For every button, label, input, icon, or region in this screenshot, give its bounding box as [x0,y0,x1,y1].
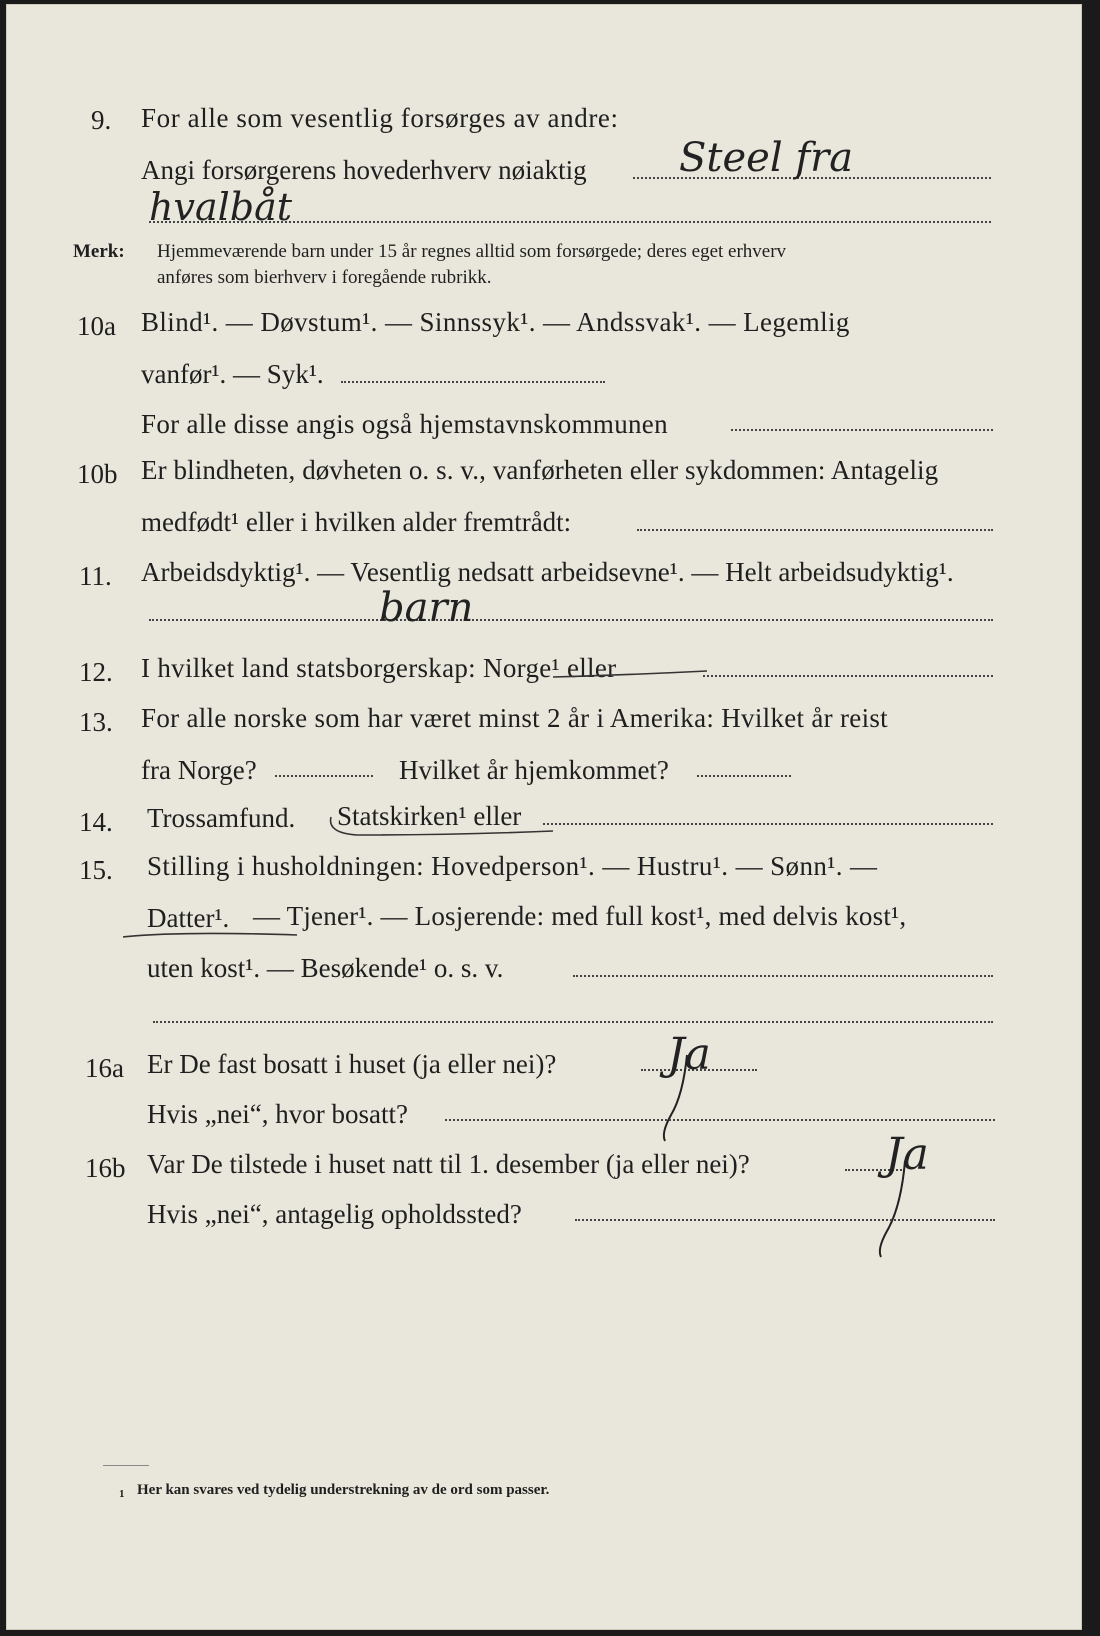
q15-line1: Stilling i husholdningen: Hovedperson¹. — Hustru¹. — Sønn¹. — [147,851,878,881]
merk-label: Merk: [73,241,125,262]
q9-number: 9. [91,105,112,135]
q16b-handwritten-answer: Ja [885,1129,929,1180]
q14-answer-line [543,823,993,825]
q10b-line1: Er blindheten, døvheten o. s. v., vanførheten eller sykdommen: Antagelig [141,455,939,485]
q16a-bosatt-line [445,1119,995,1121]
q16a-line1: Er De fast bosatt i huset (ja eller nei)? [147,1049,557,1079]
q14-option: Statskirken¹ eller [337,801,522,831]
q14-label: Trossamfund. [147,803,296,833]
q10a-line3: For alle disse angis også hjemstavnskommunen [141,409,668,439]
q16b-number: 16b [85,1153,126,1183]
q10a-line1: Blind¹. — Døvstum¹. — Sinnssyk¹. — Andssvak¹. — Legemlig [141,307,850,337]
q9-handwritten-answer1: Steel fra [679,135,854,181]
q13-hjemkommet-line [697,775,791,777]
q11-answer-line [149,619,993,621]
q13-line2a: fra Norge? [141,755,257,785]
merk-line1: Hjemmeværende barn under 15 år regnes alltid som forsørgede; deres eget erhverv [157,241,787,262]
q13-reist-line [275,775,373,777]
footnote-rule [103,1465,149,1466]
footnote-text: Her kan svares ved tydelig understrekning av de ord som passer. [137,1482,550,1498]
q16a-number: 16a [85,1053,124,1083]
q10a-answer-line [341,381,605,383]
q14-statskirken-underline [317,805,567,845]
q9-line2: Angi forsørgerens hovederhverv nøiaktig [141,155,587,185]
q10a-line2: vanfør¹. — Syk¹. [141,359,324,389]
merk-line2: anføres som bierhverv i foregående rubrikk. [157,267,492,288]
q16b-opholdssted-line [575,1219,995,1221]
q13-line1: For alle norske som har været minst 2 år i Amerika: Hvilket år reist [141,703,888,733]
q15-number: 15. [79,855,113,885]
footnote-mark: 1 [119,1488,125,1500]
q12-answer-line [703,675,993,677]
census-form-page [6,4,1082,1630]
q10a-hjemstavn-line [731,429,993,431]
q16a-handwritten-answer: Ja [667,1029,711,1080]
q13-number: 13. [79,707,113,737]
q16a-answer-descender [647,1045,707,1145]
q9-line1: For alle som vesentlig forsørges av andre: [141,103,619,133]
q14-number: 14. [79,807,113,837]
q15-line2a: Datter¹. [147,903,230,933]
q10b-answer-line [637,529,993,531]
q11-number: 11. [79,561,112,591]
q15-datter-underline [117,915,317,955]
q16b-answer-descender [865,1151,925,1261]
q12-number: 12. [79,657,113,687]
q13-line2b: Hvilket år hjemkommet? [399,755,669,785]
q16b-line1: Var De tilstede i huset natt til 1. desember (ja eller nei)? [147,1149,750,1179]
q10a-number: 10a [77,311,116,341]
q16a-line2: Hvis „nei“, hvor bosatt? [147,1099,408,1129]
q15-line3: uten kost¹. — Besøkende¹ o. s. v. [147,953,504,983]
q9-handwritten-answer2: hvalbåt [149,185,293,229]
q11-handwritten-answer: barn [379,585,474,631]
q16b-line2: Hvis „nei“, antagelig opholdssted? [147,1199,522,1229]
q10b-number: 10b [77,459,118,489]
q12-line1: I hvilket land statsborgerskap: Norge¹ eller [141,653,617,683]
q15-answer-line2 [153,1021,993,1023]
q12-norge-underline [547,645,717,685]
q15-line2b: — Tjener¹. — Losjerende: med full kost¹, med delvis kost¹, [253,901,907,931]
q15-answer-line1 [573,975,993,977]
q10b-line2: medfødt¹ eller i hvilken alder fremtrådt: [141,507,572,537]
q11-line1: Arbeidsdyktig¹. — Vesentlig nedsatt arbeidsevne¹. — Helt arbeidsudyktig¹. [141,557,954,587]
